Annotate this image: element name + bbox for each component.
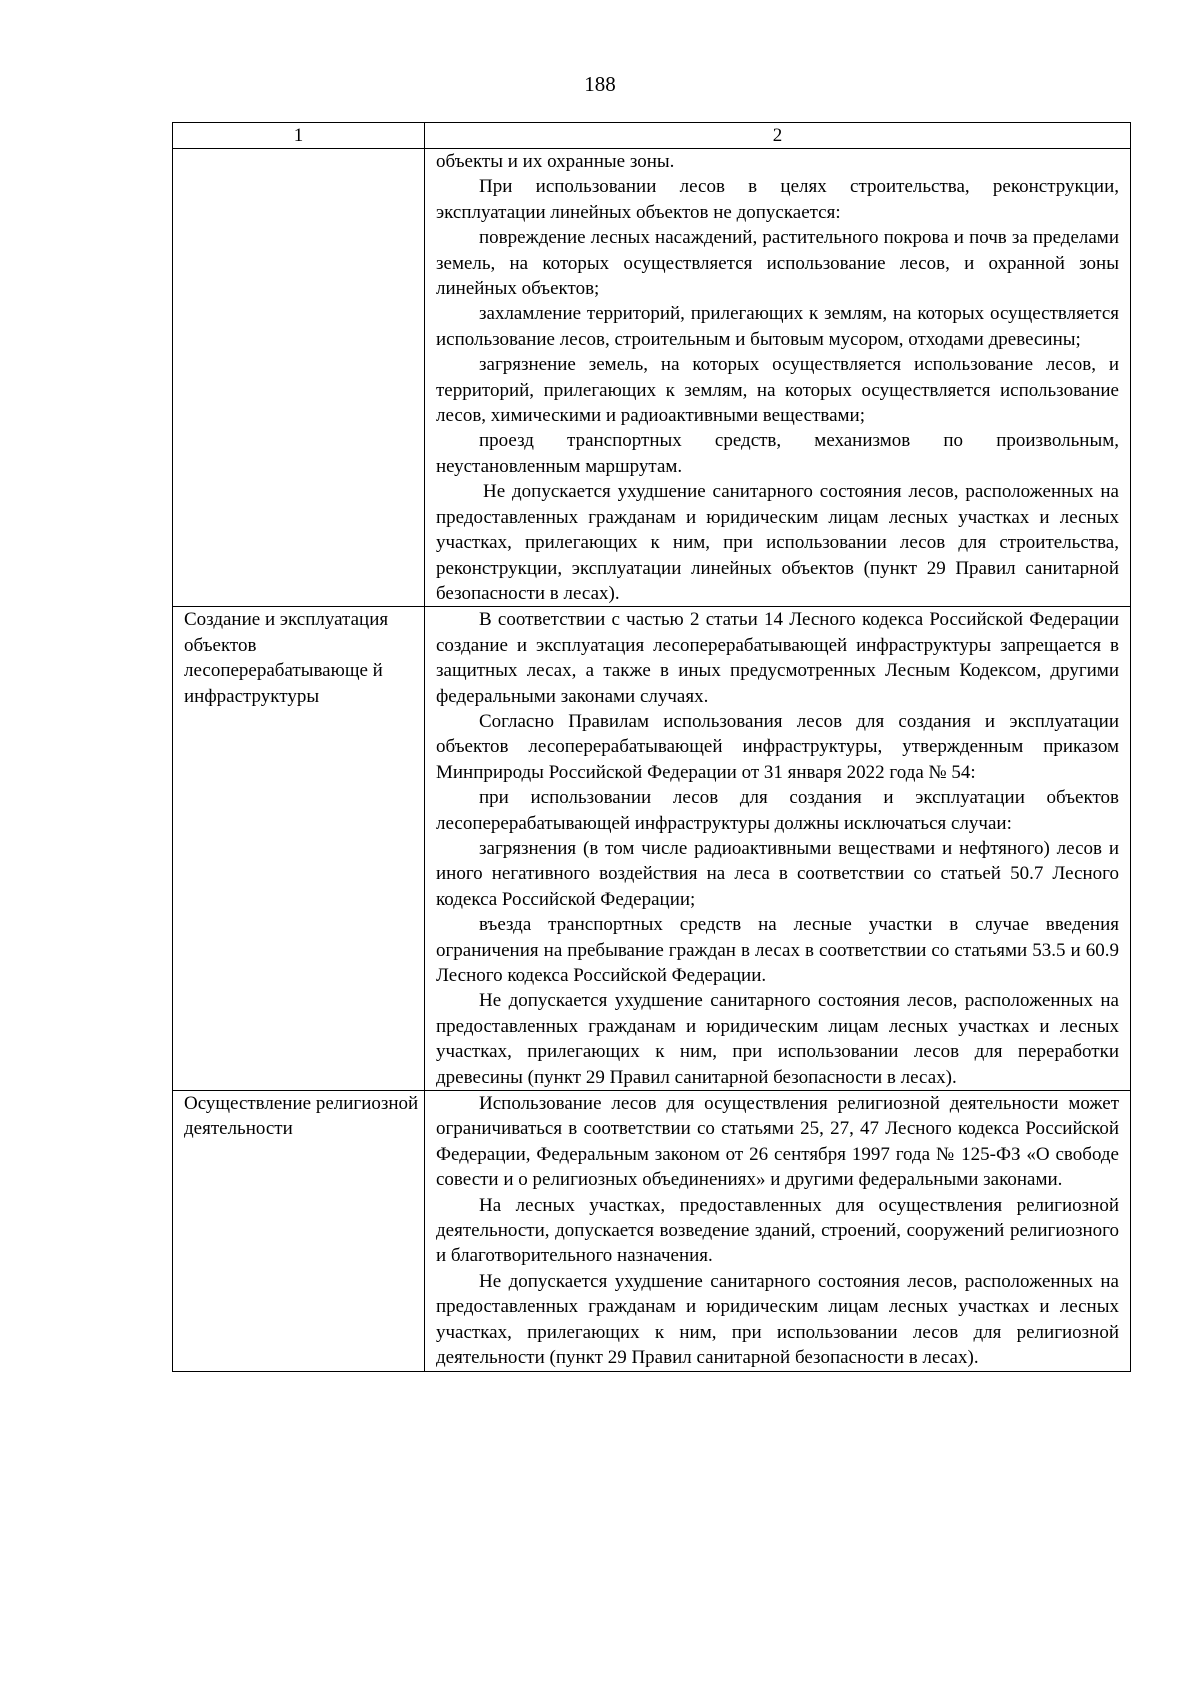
row-label: Создание и эксплуатация объектов лесоперерабатывающе й инфраструктуры	[173, 607, 425, 1091]
paragraph: В соответствии с частью 2 статьи 14 Лесного кодекса Российской Федерации создание и эксплуатация лесоперерабатывающей инфраструктуры запрещается в защитных лесах, а также в иных предусмотренных Лесным Кодексом, другими федеральными законами случаях.	[436, 609, 1119, 707]
row-label: Осуществление религиозной деятельности	[173, 1091, 425, 1371]
page-number: 188	[584, 72, 616, 96]
paragraph: въезда транспортных средств на лесные участки в случае введения ограничения на пребывание граждан в лесах в соответствии со статьями 53.5 и 60.9 Лесного кодекса Российской Федерации.	[436, 914, 1119, 986]
table-header-row	[173, 123, 1131, 149]
paragraph: объекты и их охранные зоны.	[436, 151, 675, 172]
column-header-1: 1	[173, 123, 425, 149]
paragraph: На лесных участках, предоставленных для осуществления религиозной деятельности, допускается возведение зданий, строений, сооружений религиозного и благотворительного назначения.	[436, 1194, 1119, 1267]
paragraph: проезд транспортных средств, механизмов по произвольным, неустановленным маршрутам.	[436, 430, 1119, 477]
paragraph: Не допускается ухудшение санитарного состояния лесов, расположенных на предоставленных гражданам и юридическим лицам лесных участках и лесных участках, прилегающих к ним, при использовании лесов для строительства, реконструкции, эксплуатации линейных объектов (пункт 29 Правил санитарной безопасности в лесах).	[436, 481, 1119, 604]
regulations-table	[172, 122, 1131, 1372]
paragraph: при использовании лесов для создания и эксплуатации объектов лесоперерабатывающей инфраструктуры должны исключаться случаи:	[436, 787, 1119, 834]
row-content	[425, 607, 1131, 1091]
row-label	[173, 149, 425, 607]
paragraph: Использование лесов для осуществления религиозной деятельности может ограничиваться в соответствии со статьями 25, 27, 47 Лесного кодекса Российской Федерации, Федеральным законом от 26 сентября 1997 года № 125-ФЗ «О свободе совести и о религиозных объединениях» и другими федеральными законами.	[436, 1093, 1119, 1191]
paragraph: загрязнение земель, на которых осуществляется использование лесов, и территорий, прилегающих к землям, на которых осуществляется использование лесов, химическими и радиоактивными веществами;	[436, 354, 1119, 427]
table-row	[173, 1091, 1131, 1371]
paragraph: захламление территорий, прилегающих к землям, на которых осуществляется использование лесов, строительным и бытовым мусором, отходами древесины;	[436, 303, 1119, 350]
paragraph: Согласно Правилам использования лесов для создания и эксплуатации объектов лесоперерабатывающей инфраструктуры, утвержденным приказом Минприроды Российской Федерации от 31 января 2022 года № 54:	[436, 710, 1119, 783]
row-content	[425, 1091, 1131, 1371]
paragraph: При использовании лесов в целях строительства, реконструкции, эксплуатации линейных объектов не допускается:	[436, 176, 1119, 223]
row-content	[425, 149, 1131, 607]
column-header-2: 2	[425, 123, 1131, 149]
paragraph: Не допускается ухудшение санитарного состояния лесов, расположенных на предоставленных гражданам и юридическим лицам лесных участках и лесных участках, прилегающих к ним, при использовании лесов для переработки древесины (пункт 29 Правил санитарной безопасности в лесах).	[436, 990, 1119, 1088]
paragraph: повреждение лесных насаждений, растительного покрова и почв за пределами земель, на которых осуществляется использование лесов, и охранной зоны линейных объектов;	[436, 227, 1119, 300]
table-row	[173, 607, 1131, 1091]
paragraph: Не допускается ухудшение санитарного состояния лесов, расположенных на предоставленных гражданам и юридическим лицам лесных участках и лесных участках, прилегающих к ним, при использовании лесов для религиозной деятельности (пункт 29 Правил санитарной безопасности в лесах).	[436, 1270, 1119, 1369]
paragraph: загрязнения (в том числе радиоактивными веществами и нефтяного) лесов и иного негативного воздействия на леса в соответствии со статьей 50.7 Лесного кодекса Российской Федерации;	[436, 837, 1119, 910]
table-row	[173, 149, 1131, 607]
